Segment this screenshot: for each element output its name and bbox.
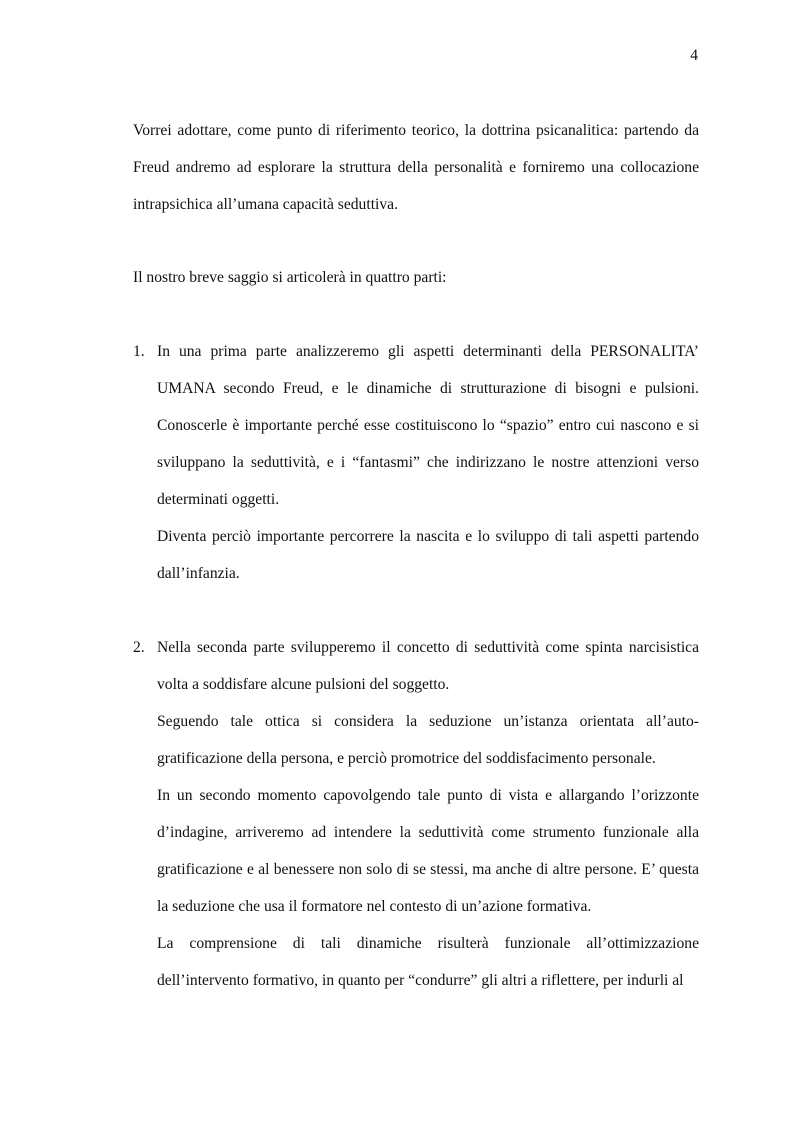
section-2-paragraph-1: Nella seconda parte svilupperemo il concetto di seduttività come spinta narcisistica volta a soddisfare alcune pulsioni del soggetto. (157, 639, 699, 693)
section-spacer (133, 592, 699, 629)
section-2-paragraph-3: In un secondo momento capovolgendo tale punto di vista e allargando l’orizzonte d’indagine, arriveremo ad intendere la seduttività come strumento funzionale alla gratificazione e al benessere non solo di se stessi, ma anche di altre persone. E’ questa la seduzione che usa il formatore nel contesto di un’azione formativa. (157, 787, 699, 915)
document-body (133, 112, 699, 999)
section-2-number: 2. (133, 639, 145, 656)
paragraph-spacer (133, 223, 699, 259)
structure-sentence: Il nostro breve saggio si articolerà in quattro parti: (133, 269, 447, 286)
page-number: 4 (690, 47, 698, 64)
section-1-paragraph-1: In una prima parte analizzeremo gli aspetti determinanti della PERSONALITA’ UMANA secondo Freud, e le dinamiche di strutturazione di bisogni e pulsioni. Conoscerle è importante perché esse costituiscono lo “spazio” entro cui nascono e si sviluppano la seduttività, e i “fantasmi” che indirizzano le nostre attenzioni verso determinati oggetti. (157, 343, 699, 508)
section-2-paragraph-2: Seguendo tale ottica si considera la seduzione un’istanza orientata all’auto-gratificazione della persona, e perciò promotrice del soddisfacimento personale. (157, 713, 699, 767)
numbered-section-2 (133, 629, 699, 999)
section-1-paragraph-2: Diventa perciò importante percorrere la nascita e lo sviluppo di tali aspetti partendo dall’infanzia. (157, 528, 699, 582)
section-2-paragraph-4: La comprensione di tali dinamiche risulterà funzionale all’ottimizzazione dell’intervento formativo, in quanto per “condurre” gli altri a riflettere, per indurli al (157, 935, 699, 989)
section-1-number: 1. (133, 343, 145, 360)
intro-paragraph: Vorrei adottare, come punto di riferimento teorico, la dottrina psicanalitica: partendo da Freud andremo ad esplorare la struttura della personalità e forniremo una collocazione intrapsichica all’umana capacità seduttiva. (133, 122, 699, 213)
numbered-section-1 (133, 333, 699, 592)
paragraph-spacer (133, 296, 699, 333)
